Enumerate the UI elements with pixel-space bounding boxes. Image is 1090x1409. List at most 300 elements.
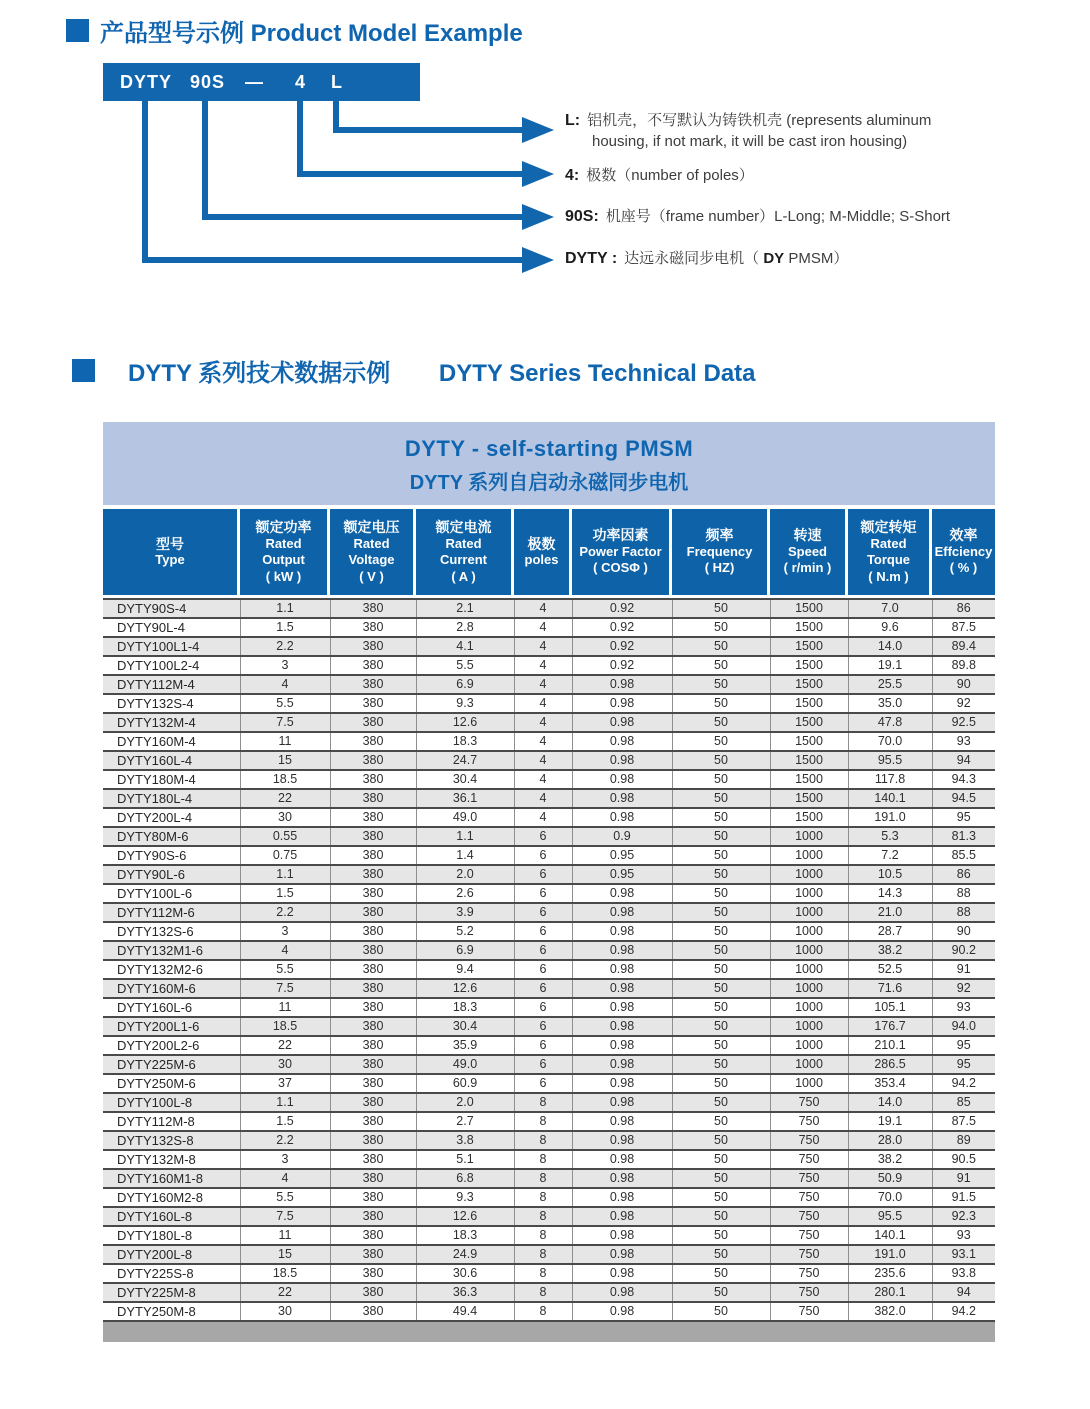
cell: 47.8 bbox=[848, 713, 932, 732]
cell: 5.5 bbox=[240, 694, 330, 713]
cell: 4 bbox=[240, 1169, 330, 1188]
cell: 50 bbox=[672, 694, 770, 713]
column-header: 频率 Frequency ( HZ) bbox=[672, 509, 770, 595]
cell: 11 bbox=[240, 1226, 330, 1245]
cell: 87.5 bbox=[932, 618, 995, 637]
cell: 750 bbox=[770, 1207, 848, 1226]
column-header: 极数 poles bbox=[514, 509, 572, 595]
cell: 750 bbox=[770, 1131, 848, 1150]
table-row bbox=[103, 808, 995, 827]
cell: 380 bbox=[330, 884, 416, 903]
cell: 0.98 bbox=[572, 1264, 672, 1283]
cell: 380 bbox=[330, 1207, 416, 1226]
cell: 0.98 bbox=[572, 1131, 672, 1150]
section2-title bbox=[128, 353, 756, 388]
cell: 85.5 bbox=[932, 846, 995, 865]
cell: 1000 bbox=[770, 1074, 848, 1093]
cell: 6 bbox=[514, 1036, 572, 1055]
cell: 93 bbox=[932, 998, 995, 1017]
cell: 0.98 bbox=[572, 922, 672, 941]
callout-frame: 90S: 机座号（frame number）L-Long; M-Middle; S-Short bbox=[565, 208, 951, 225]
cell: DYTY100L2-4 bbox=[103, 656, 240, 675]
cell: 0.98 bbox=[572, 1226, 672, 1245]
cell: 1000 bbox=[770, 1055, 848, 1074]
cell: 750 bbox=[770, 1093, 848, 1112]
cell: 0.98 bbox=[572, 979, 672, 998]
table-row bbox=[103, 1207, 995, 1226]
cell: 92.3 bbox=[932, 1207, 995, 1226]
cell: 8 bbox=[514, 1112, 572, 1131]
cell: 18.3 bbox=[416, 732, 514, 751]
cell: 95.5 bbox=[848, 751, 932, 770]
cell: 380 bbox=[330, 1074, 416, 1093]
cell: 0.55 bbox=[240, 827, 330, 846]
cell: 50 bbox=[672, 599, 770, 618]
cell: 3 bbox=[240, 922, 330, 941]
column-header: 额定电压 Rated Voltage ( V ) bbox=[330, 509, 416, 595]
cell: 4 bbox=[514, 751, 572, 770]
cell: 0.98 bbox=[572, 1036, 672, 1055]
cell: 49.0 bbox=[416, 1055, 514, 1074]
cell: 380 bbox=[330, 637, 416, 656]
cell: 50 bbox=[672, 903, 770, 922]
cell: 22 bbox=[240, 1283, 330, 1302]
cell: 24.7 bbox=[416, 751, 514, 770]
cell: DYTY160L-8 bbox=[103, 1207, 240, 1226]
cell: 1000 bbox=[770, 1017, 848, 1036]
cell: 50 bbox=[672, 1036, 770, 1055]
cell: DYTY180M-4 bbox=[103, 770, 240, 789]
cell: 95 bbox=[932, 1036, 995, 1055]
cell: 0.98 bbox=[572, 941, 672, 960]
model-segment-dash: — bbox=[245, 72, 264, 92]
cell: 6 bbox=[514, 960, 572, 979]
cell: 11 bbox=[240, 998, 330, 1017]
cell: 4 bbox=[514, 770, 572, 789]
cell: 4.1 bbox=[416, 637, 514, 656]
cell: 6 bbox=[514, 903, 572, 922]
cell: 4 bbox=[514, 732, 572, 751]
cell: 6 bbox=[514, 884, 572, 903]
column-header: 型号 Type bbox=[103, 509, 240, 595]
cell: 1000 bbox=[770, 1036, 848, 1055]
cell: 6 bbox=[514, 846, 572, 865]
cell: 4 bbox=[514, 599, 572, 618]
cell: 38.2 bbox=[848, 1150, 932, 1169]
cell: 50 bbox=[672, 751, 770, 770]
cell: DYTY160M2-8 bbox=[103, 1188, 240, 1207]
cell: 25.5 bbox=[848, 675, 932, 694]
cell: 94.2 bbox=[932, 1074, 995, 1093]
table-row bbox=[103, 599, 995, 618]
model-segment-frame: 90S bbox=[190, 72, 226, 92]
cell: 7.0 bbox=[848, 599, 932, 618]
cell: DYTY180L-4 bbox=[103, 789, 240, 808]
arrow-right-icon bbox=[522, 117, 554, 143]
cell: 5.2 bbox=[416, 922, 514, 941]
cell: 1500 bbox=[770, 637, 848, 656]
cell: 380 bbox=[330, 1017, 416, 1036]
table-row bbox=[103, 846, 995, 865]
cell: 10.5 bbox=[848, 865, 932, 884]
cell: 49.0 bbox=[416, 808, 514, 827]
cell: 1000 bbox=[770, 865, 848, 884]
cell: 750 bbox=[770, 1264, 848, 1283]
cell: 5.5 bbox=[240, 960, 330, 979]
table-footer-bar bbox=[103, 1322, 995, 1342]
cell: DYTY112M-6 bbox=[103, 903, 240, 922]
cell: DYTY200L-8 bbox=[103, 1245, 240, 1264]
cell: 6 bbox=[514, 1074, 572, 1093]
cell: 50 bbox=[672, 1226, 770, 1245]
cell: 191.0 bbox=[848, 1245, 932, 1264]
cell: 6 bbox=[514, 865, 572, 884]
cell: DYTY100L-8 bbox=[103, 1093, 240, 1112]
cell: 4 bbox=[514, 694, 572, 713]
table-row bbox=[103, 1302, 995, 1321]
cell: DYTY80M-6 bbox=[103, 827, 240, 846]
cell: 6 bbox=[514, 979, 572, 998]
cell: 50 bbox=[672, 1131, 770, 1150]
table-row bbox=[103, 1131, 995, 1150]
section-title-technical-data bbox=[72, 353, 756, 388]
cell: 0.98 bbox=[572, 1112, 672, 1131]
cell: 353.4 bbox=[848, 1074, 932, 1093]
cell: 235.6 bbox=[848, 1264, 932, 1283]
cell: 380 bbox=[330, 941, 416, 960]
section2-title-zh: DYTY 系列技术数据示例 bbox=[128, 360, 391, 387]
cell: 14.3 bbox=[848, 884, 932, 903]
cell: 2.6 bbox=[416, 884, 514, 903]
cell: 94 bbox=[932, 751, 995, 770]
cell: 50 bbox=[672, 1302, 770, 1321]
table-title-band bbox=[103, 422, 995, 505]
cell: DYTY180L-8 bbox=[103, 1226, 240, 1245]
cell: 50 bbox=[672, 637, 770, 656]
cell: 0.98 bbox=[572, 1150, 672, 1169]
arrow-right-icon bbox=[522, 247, 554, 273]
cell: DYTY225M-6 bbox=[103, 1055, 240, 1074]
cell: 37 bbox=[240, 1074, 330, 1093]
cell: 0.98 bbox=[572, 694, 672, 713]
cell: 6 bbox=[514, 827, 572, 846]
cell: 90 bbox=[932, 922, 995, 941]
cell: 50 bbox=[672, 675, 770, 694]
cell: 50 bbox=[672, 960, 770, 979]
cell: 50 bbox=[672, 1150, 770, 1169]
cell: 0.92 bbox=[572, 599, 672, 618]
cell: 50 bbox=[672, 1074, 770, 1093]
model-number-box bbox=[103, 63, 420, 101]
arrow-right-icon bbox=[522, 204, 554, 230]
cell: 8 bbox=[514, 1245, 572, 1264]
cell: 85 bbox=[932, 1093, 995, 1112]
cell: 1500 bbox=[770, 713, 848, 732]
cell: 380 bbox=[330, 960, 416, 979]
table-row bbox=[103, 618, 995, 637]
cell: 117.8 bbox=[848, 770, 932, 789]
cell: 750 bbox=[770, 1226, 848, 1245]
cell: 36.1 bbox=[416, 789, 514, 808]
cell: DYTY225S-8 bbox=[103, 1264, 240, 1283]
cell: 8 bbox=[514, 1226, 572, 1245]
cell: 750 bbox=[770, 1169, 848, 1188]
cell: 86 bbox=[932, 865, 995, 884]
cell: 750 bbox=[770, 1112, 848, 1131]
cell: 88 bbox=[932, 884, 995, 903]
cell: 18.3 bbox=[416, 998, 514, 1017]
cell: 380 bbox=[330, 732, 416, 751]
table-row bbox=[103, 713, 995, 732]
cell: DYTY132S-4 bbox=[103, 694, 240, 713]
cell: 50 bbox=[672, 979, 770, 998]
cell: 1.4 bbox=[416, 846, 514, 865]
cell: 1000 bbox=[770, 922, 848, 941]
cell: 176.7 bbox=[848, 1017, 932, 1036]
cell: 0.98 bbox=[572, 884, 672, 903]
cell: 12.6 bbox=[416, 713, 514, 732]
cell: 0.9 bbox=[572, 827, 672, 846]
cell: 0.98 bbox=[572, 903, 672, 922]
cell: 1.5 bbox=[240, 884, 330, 903]
cell: DYTY90S-6 bbox=[103, 846, 240, 865]
cell: 50 bbox=[672, 713, 770, 732]
cell: 0.98 bbox=[572, 1245, 672, 1264]
cell: 1500 bbox=[770, 599, 848, 618]
cell: 380 bbox=[330, 713, 416, 732]
cell: 19.1 bbox=[848, 1112, 932, 1131]
callout-housing bbox=[565, 110, 931, 152]
cell: 8 bbox=[514, 1207, 572, 1226]
cell: 50 bbox=[672, 1112, 770, 1131]
cell: 8 bbox=[514, 1188, 572, 1207]
cell: 380 bbox=[330, 751, 416, 770]
cell: 7.5 bbox=[240, 979, 330, 998]
cell: 91 bbox=[932, 1169, 995, 1188]
cell: 91.5 bbox=[932, 1188, 995, 1207]
cell: 0.95 bbox=[572, 865, 672, 884]
cell: 280.1 bbox=[848, 1283, 932, 1302]
cell: 4 bbox=[514, 808, 572, 827]
cell: 0.75 bbox=[240, 846, 330, 865]
cell: 380 bbox=[330, 770, 416, 789]
cell: 35.0 bbox=[848, 694, 932, 713]
cell: 9.6 bbox=[848, 618, 932, 637]
column-header: 额定转矩 Rated Torque ( N.m ) bbox=[848, 509, 932, 595]
cell: 750 bbox=[770, 1188, 848, 1207]
cell: DYTY132S-6 bbox=[103, 922, 240, 941]
cell: 50 bbox=[672, 1169, 770, 1188]
cell: 30 bbox=[240, 1302, 330, 1321]
cell: 15 bbox=[240, 1245, 330, 1264]
table-row bbox=[103, 1264, 995, 1283]
cell: 21.0 bbox=[848, 903, 932, 922]
cell: DYTY160L-4 bbox=[103, 751, 240, 770]
table-row bbox=[103, 675, 995, 694]
cell: 81.3 bbox=[932, 827, 995, 846]
table-row bbox=[103, 1283, 995, 1302]
cell: 50 bbox=[672, 941, 770, 960]
cell: 1500 bbox=[770, 656, 848, 675]
table-row bbox=[103, 922, 995, 941]
cell: 90 bbox=[932, 675, 995, 694]
cell: 50 bbox=[672, 922, 770, 941]
cell: 2.0 bbox=[416, 865, 514, 884]
cell: 0.92 bbox=[572, 637, 672, 656]
cell: 50 bbox=[672, 1207, 770, 1226]
cell: DYTY90L-4 bbox=[103, 618, 240, 637]
cell: 50.9 bbox=[848, 1169, 932, 1188]
column-header: 转速 Speed ( r/min ) bbox=[770, 509, 848, 595]
cell: 94.3 bbox=[932, 770, 995, 789]
cell: 0.98 bbox=[572, 1169, 672, 1188]
cell: 5.5 bbox=[416, 656, 514, 675]
cell: 30.4 bbox=[416, 770, 514, 789]
cell: 3 bbox=[240, 1150, 330, 1169]
section1-title-en: Product Model Example bbox=[250, 20, 523, 47]
cell: 50 bbox=[672, 827, 770, 846]
cell: 89.8 bbox=[932, 656, 995, 675]
cell: 6 bbox=[514, 998, 572, 1017]
cell: 380 bbox=[330, 922, 416, 941]
cell: 30.4 bbox=[416, 1017, 514, 1036]
cell: 1000 bbox=[770, 941, 848, 960]
cell: 30 bbox=[240, 1055, 330, 1074]
cell: 0.98 bbox=[572, 675, 672, 694]
table-row bbox=[103, 1017, 995, 1036]
cell: 18.3 bbox=[416, 1226, 514, 1245]
cell: 89 bbox=[932, 1131, 995, 1150]
cell: 15 bbox=[240, 751, 330, 770]
cell: 22 bbox=[240, 1036, 330, 1055]
cell: 94.5 bbox=[932, 789, 995, 808]
cell: 4 bbox=[514, 637, 572, 656]
cell: 380 bbox=[330, 1131, 416, 1150]
cell: 50 bbox=[672, 1093, 770, 1112]
cell: 0.98 bbox=[572, 1055, 672, 1074]
table-row bbox=[103, 1169, 995, 1188]
cell: 14.0 bbox=[848, 637, 932, 656]
column-header: 额定功率 Rated Output ( kW ) bbox=[240, 509, 330, 595]
cell: 49.4 bbox=[416, 1302, 514, 1321]
cell: 4 bbox=[514, 789, 572, 808]
bullet-square-icon bbox=[72, 359, 95, 382]
cell: 0.98 bbox=[572, 998, 672, 1017]
table-row bbox=[103, 751, 995, 770]
cell: 93.8 bbox=[932, 1264, 995, 1283]
cell: 87.5 bbox=[932, 1112, 995, 1131]
cell: 12.6 bbox=[416, 979, 514, 998]
cell: 1000 bbox=[770, 998, 848, 1017]
table-row bbox=[103, 998, 995, 1017]
cell: 0.98 bbox=[572, 732, 672, 751]
table-row bbox=[103, 1036, 995, 1055]
cell: 93 bbox=[932, 1226, 995, 1245]
cell: DYTY132M-8 bbox=[103, 1150, 240, 1169]
cell: 8 bbox=[514, 1302, 572, 1321]
cell: 380 bbox=[330, 846, 416, 865]
arrow-right-icon bbox=[522, 161, 554, 187]
cell: 18.5 bbox=[240, 1017, 330, 1036]
cell: 1500 bbox=[770, 808, 848, 827]
cell: 1.5 bbox=[240, 1112, 330, 1131]
cell: 6.9 bbox=[416, 941, 514, 960]
cell: 1000 bbox=[770, 827, 848, 846]
cell: 0.98 bbox=[572, 713, 672, 732]
table-row bbox=[103, 789, 995, 808]
cell: 60.9 bbox=[416, 1074, 514, 1093]
cell: 89.4 bbox=[932, 637, 995, 656]
table-row bbox=[103, 979, 995, 998]
cell: DYTY132M-4 bbox=[103, 713, 240, 732]
column-header: 功率因素 Power Factor ( COSΦ ) bbox=[572, 509, 672, 595]
cell: 0.98 bbox=[572, 751, 672, 770]
cell: 9.3 bbox=[416, 1188, 514, 1207]
cell: 50 bbox=[672, 1283, 770, 1302]
callout-series: DYTY : 达远永磁同步电机（ DY PMSM） bbox=[565, 250, 849, 267]
cell: 91 bbox=[932, 960, 995, 979]
cell: 8 bbox=[514, 1283, 572, 1302]
cell: 50 bbox=[672, 846, 770, 865]
cell: 1500 bbox=[770, 675, 848, 694]
cell: DYTY200L2-6 bbox=[103, 1036, 240, 1055]
cell: 92 bbox=[932, 694, 995, 713]
cell: 70.0 bbox=[848, 1188, 932, 1207]
cell: DYTY200L-4 bbox=[103, 808, 240, 827]
cell: 1000 bbox=[770, 846, 848, 865]
cell: 4 bbox=[514, 656, 572, 675]
cell: 4 bbox=[514, 713, 572, 732]
cell: 286.5 bbox=[848, 1055, 932, 1074]
cell: DYTY132M1-6 bbox=[103, 941, 240, 960]
cell: 6 bbox=[514, 1017, 572, 1036]
section-title-product-model bbox=[66, 13, 523, 48]
technical-data-table bbox=[103, 422, 995, 1342]
cell: 2.8 bbox=[416, 618, 514, 637]
cell: 1500 bbox=[770, 770, 848, 789]
cell: 380 bbox=[330, 1169, 416, 1188]
cell: 1.1 bbox=[240, 1093, 330, 1112]
cell: 22 bbox=[240, 789, 330, 808]
cell: 0.98 bbox=[572, 1093, 672, 1112]
cell: 86 bbox=[932, 599, 995, 618]
cell: 382.0 bbox=[848, 1302, 932, 1321]
table-row bbox=[103, 694, 995, 713]
table-row bbox=[103, 1112, 995, 1131]
cell: DYTY112M-8 bbox=[103, 1112, 240, 1131]
cell: 380 bbox=[330, 1055, 416, 1074]
cell: 94 bbox=[932, 1283, 995, 1302]
table-title-en: DYTY - self-starting PMSM bbox=[404, 436, 694, 461]
table-row bbox=[103, 1245, 995, 1264]
table-body bbox=[103, 598, 995, 1322]
cell: 0.98 bbox=[572, 1074, 672, 1093]
cell: 92.5 bbox=[932, 713, 995, 732]
cell: 94.2 bbox=[932, 1302, 995, 1321]
cell: 1.5 bbox=[240, 618, 330, 637]
cell: 105.1 bbox=[848, 998, 932, 1017]
cell: DYTY100L1-4 bbox=[103, 637, 240, 656]
cell: 3.9 bbox=[416, 903, 514, 922]
cell: 750 bbox=[770, 1150, 848, 1169]
cell: 8 bbox=[514, 1264, 572, 1283]
cell: 30 bbox=[240, 808, 330, 827]
cell: 0.98 bbox=[572, 770, 672, 789]
cell: 380 bbox=[330, 1283, 416, 1302]
cell: 380 bbox=[330, 808, 416, 827]
table-row bbox=[103, 1150, 995, 1169]
cell: 4 bbox=[240, 941, 330, 960]
